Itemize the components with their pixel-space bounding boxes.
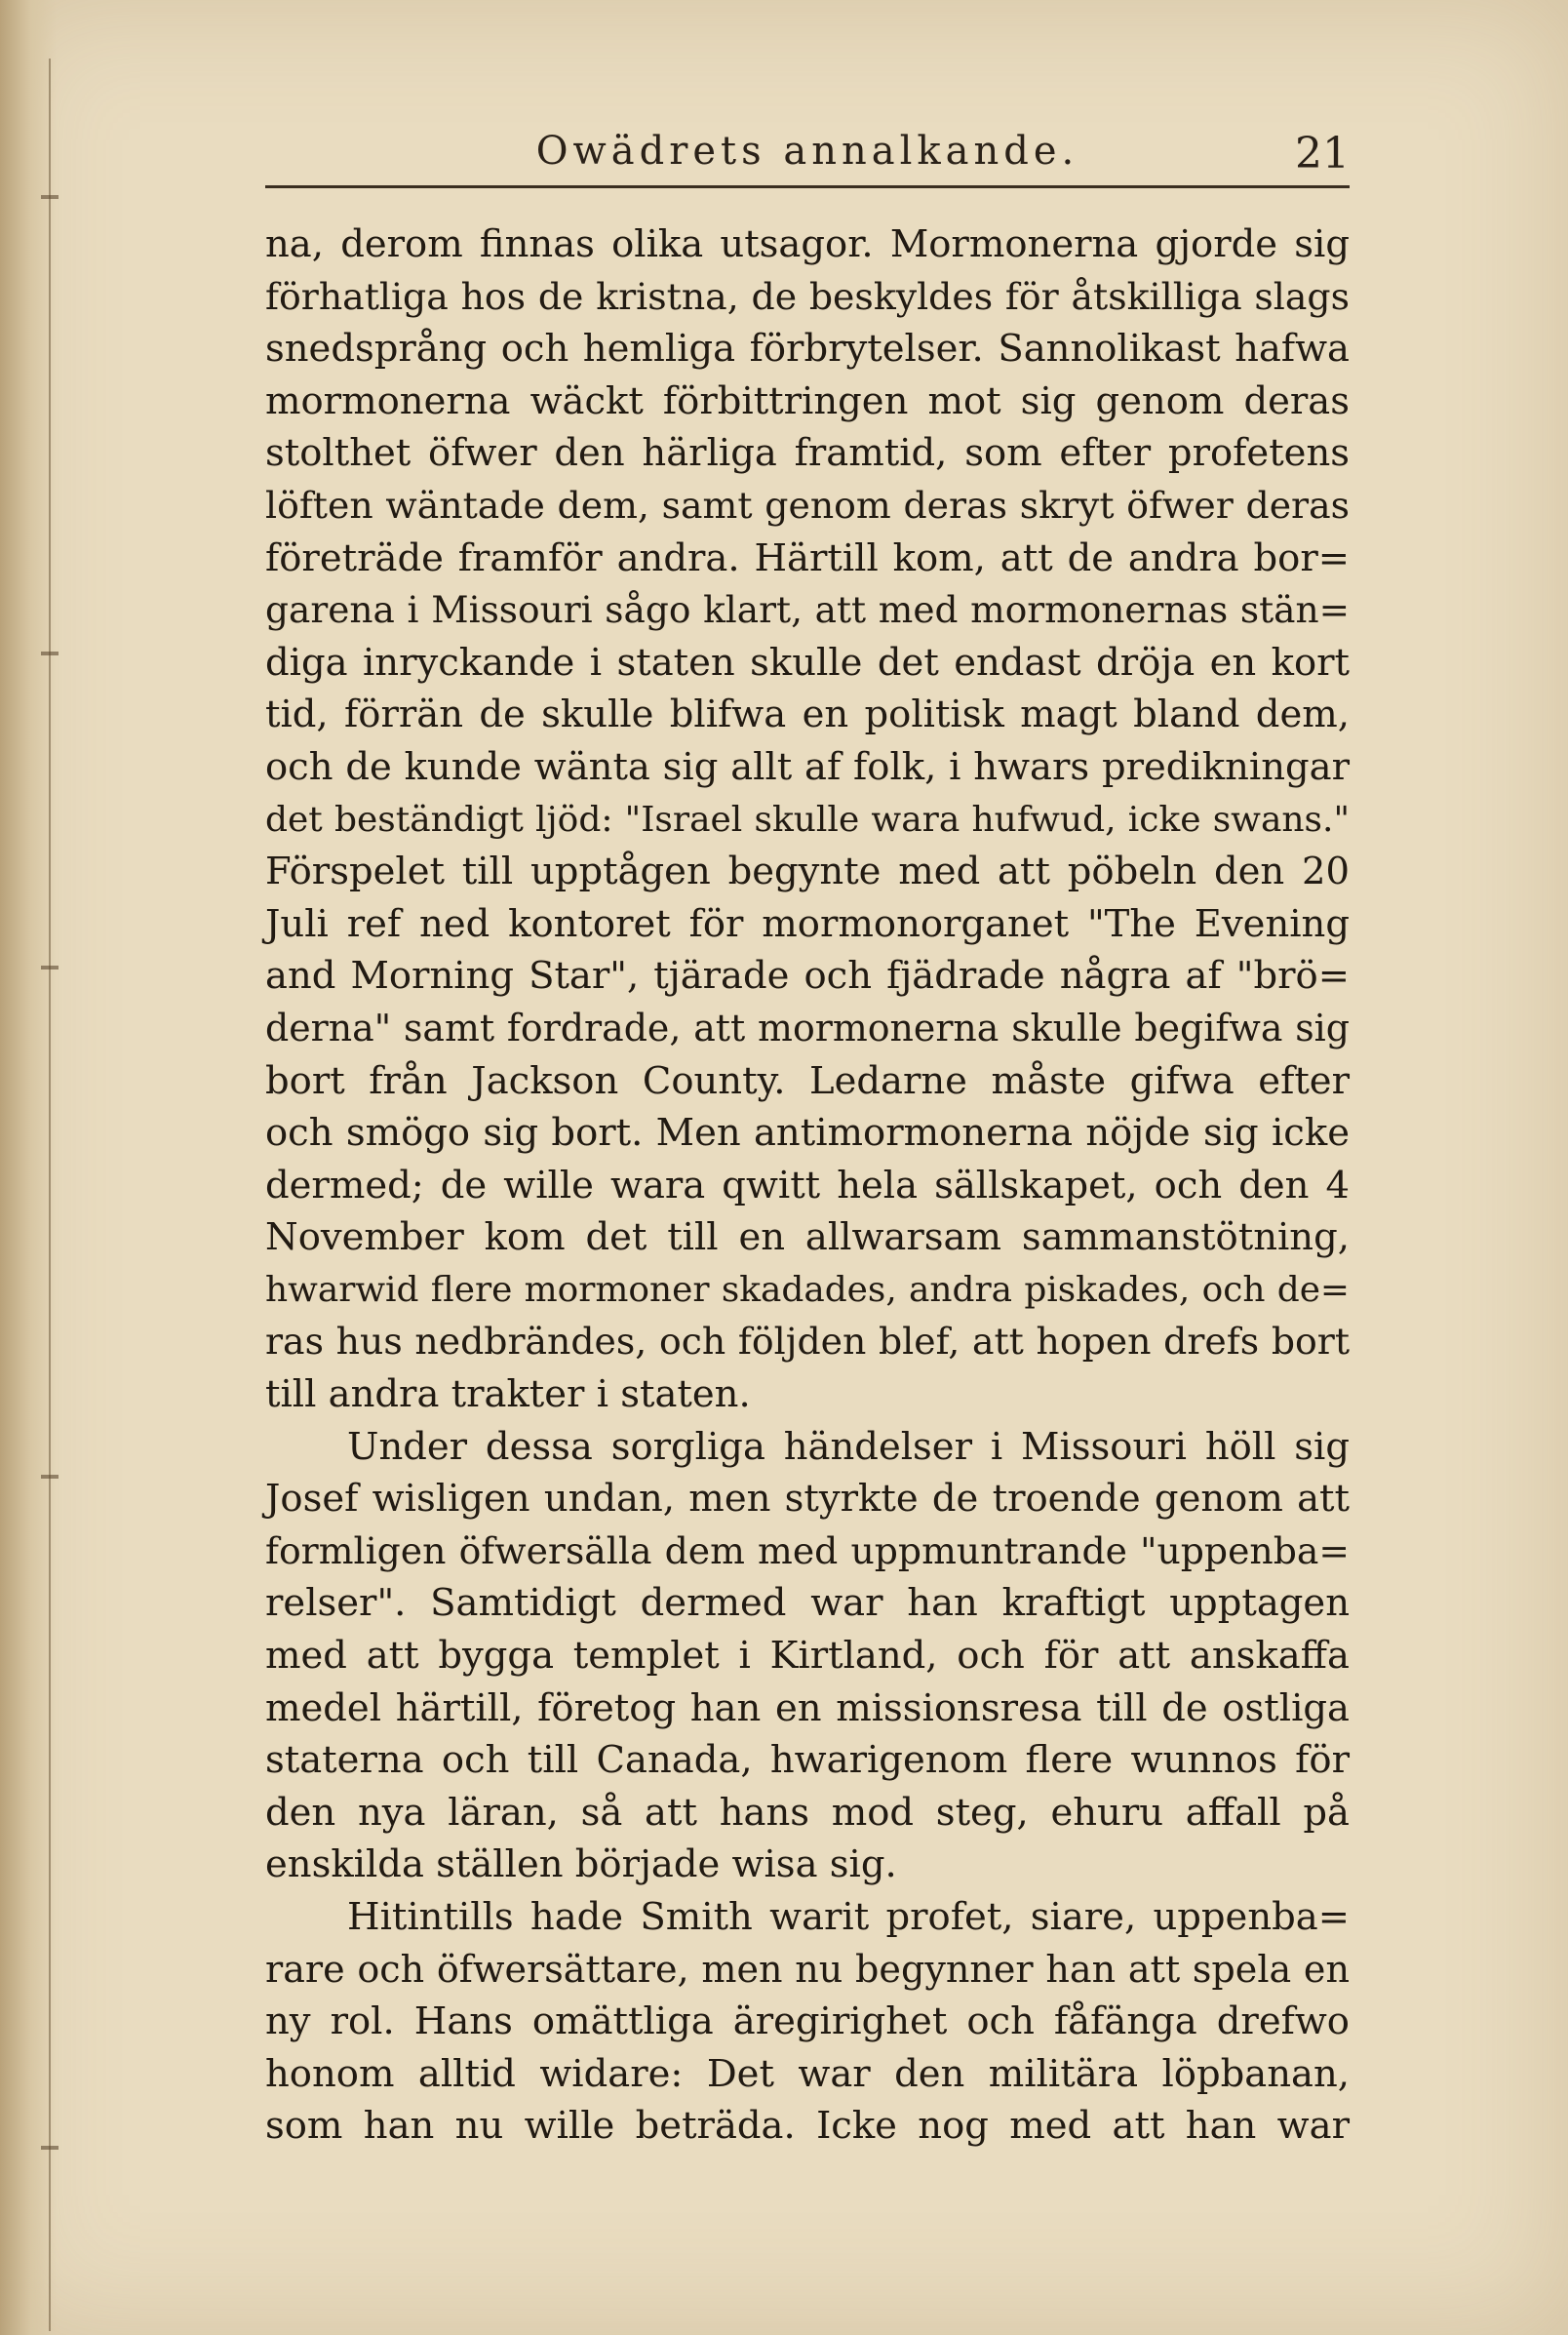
text-line: mormonerna wäckt förbittringen mot sig genom deras — [265, 378, 1350, 423]
page-header — [265, 125, 1350, 183]
text-line: tid, förrän de skulle blifwa en politisk magt bland dem, — [265, 693, 1350, 737]
text-line: företräde framför andra. Härtill kom, att de andra bor= — [265, 535, 1350, 580]
text-line: och de kunde wänta sig allt af folk, i hwars predikningar — [265, 744, 1350, 789]
text-line: och smögo sig bort. Men antimormonerna nöjde sig icke — [265, 1111, 1350, 1156]
text-line: förhatliga hos de kristna, de beskyldes för åtskilliga slags — [265, 274, 1350, 318]
text-line: löften wäntade dem, samt genom deras skryt öfwer deras — [265, 483, 1350, 527]
body-text — [265, 218, 1350, 2153]
text-line: honom alltid widare: Det war den militära löpbanan, — [265, 2051, 1350, 2096]
margin-mark — [41, 652, 59, 655]
page-number: 21 — [1295, 129, 1350, 178]
text-line: na, derom finnas olika utsagor. Mormonerna gjorde sig — [265, 222, 1350, 266]
text-line: rare och öfwersättare, men nu begynner han att spela en — [265, 1947, 1350, 1991]
paragraph-start-line: Hitintills hade Smith warit profet, siare, uppenba= — [347, 1895, 1350, 1939]
binding-line — [49, 59, 51, 2331]
text-line: som han nu wille beträda. Icke nog med att han war — [265, 2104, 1350, 2149]
text-line: November kom det till en allwarsam sammanstötning, — [265, 1215, 1350, 1260]
text-line: snedsprång och hemliga förbrytelser. Sannolikast hafwa — [265, 327, 1350, 372]
text-line: det beständigt ljöd: "Israel skulle wara hufwud, icke swans." — [265, 799, 1350, 840]
paragraph-end-line: till andra trakter i staten. — [265, 1372, 751, 1417]
text-line: dermed; de wille wara qwitt hela sällskapet, och den 4 — [265, 1163, 1350, 1207]
text-line: staterna och till Canada, hwarigenom flere wunnos för — [265, 1738, 1350, 1783]
text-line: derna" samt fordrade, att mormonerna skulle begifwa sig — [265, 1006, 1350, 1049]
text-line: formligen öfwersälla dem med uppmuntrande "uppenba= — [265, 1528, 1350, 1572]
text-line: medel härtill, företog han en missionsresa till de ostliga — [265, 1685, 1350, 1730]
text-line: diga inryckande i staten skulle det endast dröja en kort — [265, 640, 1350, 685]
text-line: ras hus nedbrändes, och följden blef, att hopen drefs bort — [265, 1320, 1350, 1364]
text-line: Josef wisligen undan, men styrkte de troende genom att — [265, 1477, 1350, 1522]
text-line: den nya läran, så att hans mod steg, ehuru affall på — [265, 1790, 1350, 1835]
text-line: relser". Samtidigt dermed war han kraftigt upptagen — [265, 1581, 1350, 1626]
running-title: Owädrets annalkande. — [535, 129, 1079, 174]
paragraph-end-line: enskilda ställen började wisa sig. — [265, 1842, 897, 1887]
header-rule — [265, 185, 1350, 188]
margin-mark — [41, 2146, 59, 2150]
text-line: garena i Missouri sågo klart, att med mormonernas stän= — [265, 588, 1350, 632]
margin-mark — [41, 195, 59, 199]
text-line: Förspelet till upptågen begynte med att pöbeln den 20 — [265, 850, 1350, 894]
margin-mark — [41, 966, 59, 970]
text-line: bort från Jackson County. Ledarne måste gifwa efter — [265, 1058, 1350, 1103]
margin-mark — [41, 1475, 59, 1479]
text-line: Juli ref ned kontoret för mormonorganet "The Evening — [265, 901, 1350, 946]
paragraph-start-line: Under dessa sorgliga händelser i Missouri höll sig — [347, 1424, 1350, 1469]
text-line: med att bygga templet i Kirtland, och för att anskaffa — [265, 1634, 1350, 1679]
text-line: hwarwid flere mormoner skadades, andra piskades, och de= — [265, 1269, 1350, 1310]
text-line: ny rol. Hans omättliga äregirighet och fåfänga drefwo — [265, 1999, 1350, 2044]
text-line: and Morning Star", tjärade och fjädrade några af "brö= — [265, 954, 1350, 999]
text-line: stolthet öfwer den härliga framtid, som efter profetens — [265, 431, 1350, 476]
